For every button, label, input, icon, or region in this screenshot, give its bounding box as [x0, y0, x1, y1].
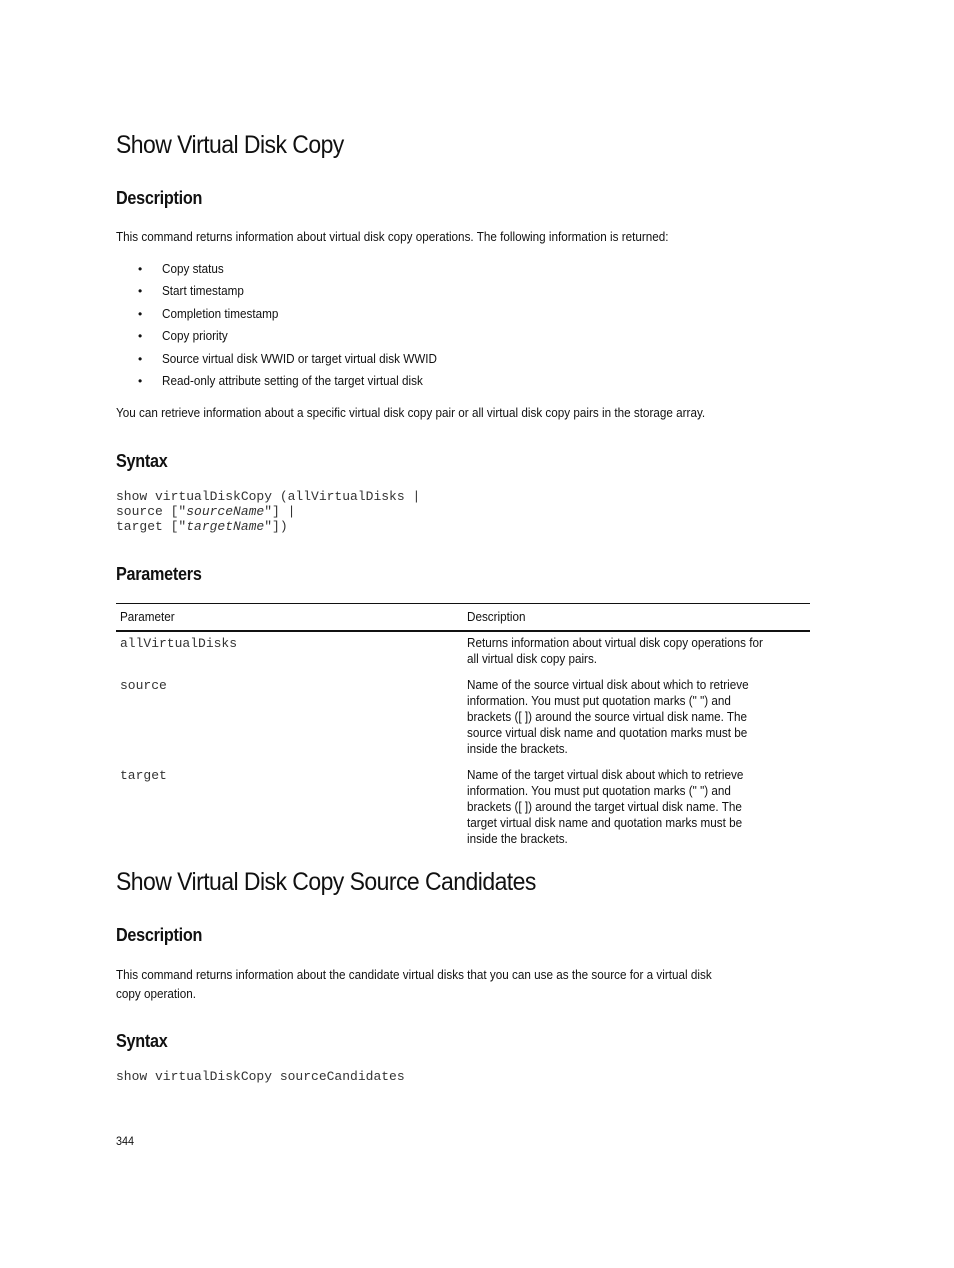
bullet-icon: • — [138, 351, 143, 366]
table-cell-description: Returns information about virtual disk copy operations for all virtual disk copy pairs. — [467, 635, 763, 666]
syntax-code-block: show virtualDiskCopy sourceCandidates — [116, 1069, 405, 1084]
table-cell-parameter: source — [120, 678, 167, 693]
table-top-rule — [116, 603, 810, 604]
table-header-description: Description — [467, 609, 526, 624]
description-after-text: You can retrieve information about a specific virtual disk copy pair or all virtual disk copy pairs in the storage array. — [116, 405, 706, 420]
bullet-icon: • — [138, 373, 143, 388]
syntax-heading: Syntax — [116, 451, 168, 471]
section-title: Show Virtual Disk Copy Source Candidates — [116, 868, 536, 896]
description-heading: Description — [116, 925, 203, 945]
syntax-code-block — [116, 489, 420, 535]
table-cell-description: Name of the target virtual disk about which to retrieve information. You must put quotation marks (" ") and brackets ([ ]) around the target virtual disk name. The target virtual disk name and quotation marks must be inside the brackets. — [467, 767, 744, 846]
description-heading: Description — [116, 188, 203, 208]
description-text: This command returns information about the candidate virtual disks that you can use as the source for a virtual disk copy operation. — [116, 967, 712, 1001]
bullet-icon: • — [138, 329, 143, 344]
syntax-line: show virtualDiskCopy (allVirtualDisks | — [116, 489, 421, 504]
parameters-table — [116, 603, 810, 853]
table-header-rule — [116, 630, 810, 632]
document-page: Show Virtual Disk Copy Description This command returns information about virtual disk copy operations. The following information is returned: • Copy status • Start timestamp • Completion timestamp • Copy priority • Source virtual disk WWID or target virtual disk WWID • Read-only attribute setting of the target virtual disk You can retrieve information about a specific virtual disk copy pair or all virtual disk copy pairs in the storage array. Syntax show virtualDiskCopy (allVirtualDisks | source ["sourceName"] | target ["targetName"]) Parameters Parameter Description allVirtualDisks Returns information about virtual disk copy operations for all virtual disk copy pairs. source Name of the source virtual disk about which to retrieve information. You must put quotation marks (" ") and brackets ([ ]) around the source virtual disk name. The source virtual disk name and quotation marks must be inside the brackets. target Name of the target virtual disk about which to retrieve information. You must put quotation marks (" ") and brackets ([ ]) around the target virtual disk name. The target virtual disk name and quotation marks must be inside the brackets. Show Virtual Disk Copy Source Candidates Description This command returns information about the candidate virtual disks that you can use as the source for a virtual disk copy operation. Syntax show virtualDiskCopy sourceCandidates 344 — [0, 0, 954, 1268]
syntax-line: target ["targetName"]) — [116, 519, 288, 535]
table-cell-description: Name of the source virtual disk about which to retrieve information. You must put quotation marks (" ") and brackets ([ ]) around the source virtual disk name. The source virtual disk name and quotation marks must be inside the brackets. — [467, 677, 749, 756]
table-cell-parameter: allVirtualDisks — [120, 636, 238, 651]
section-title: Show Virtual Disk Copy — [116, 131, 344, 159]
description-text: This command returns information about virtual disk copy operations. The following information is returned: — [116, 229, 669, 244]
page-number: 344 — [116, 1134, 135, 1148]
bullet-icon: • — [138, 284, 143, 299]
syntax-heading: Syntax — [116, 1031, 168, 1051]
bullet-icon: • — [138, 262, 143, 276]
syntax-line: source ["sourceName"] | — [116, 504, 296, 520]
bullet-icon: • — [138, 306, 143, 321]
table-header-parameter: Parameter — [120, 609, 175, 624]
table-cell-parameter: target — [120, 768, 167, 783]
parameters-heading: Parameters — [116, 564, 202, 584]
